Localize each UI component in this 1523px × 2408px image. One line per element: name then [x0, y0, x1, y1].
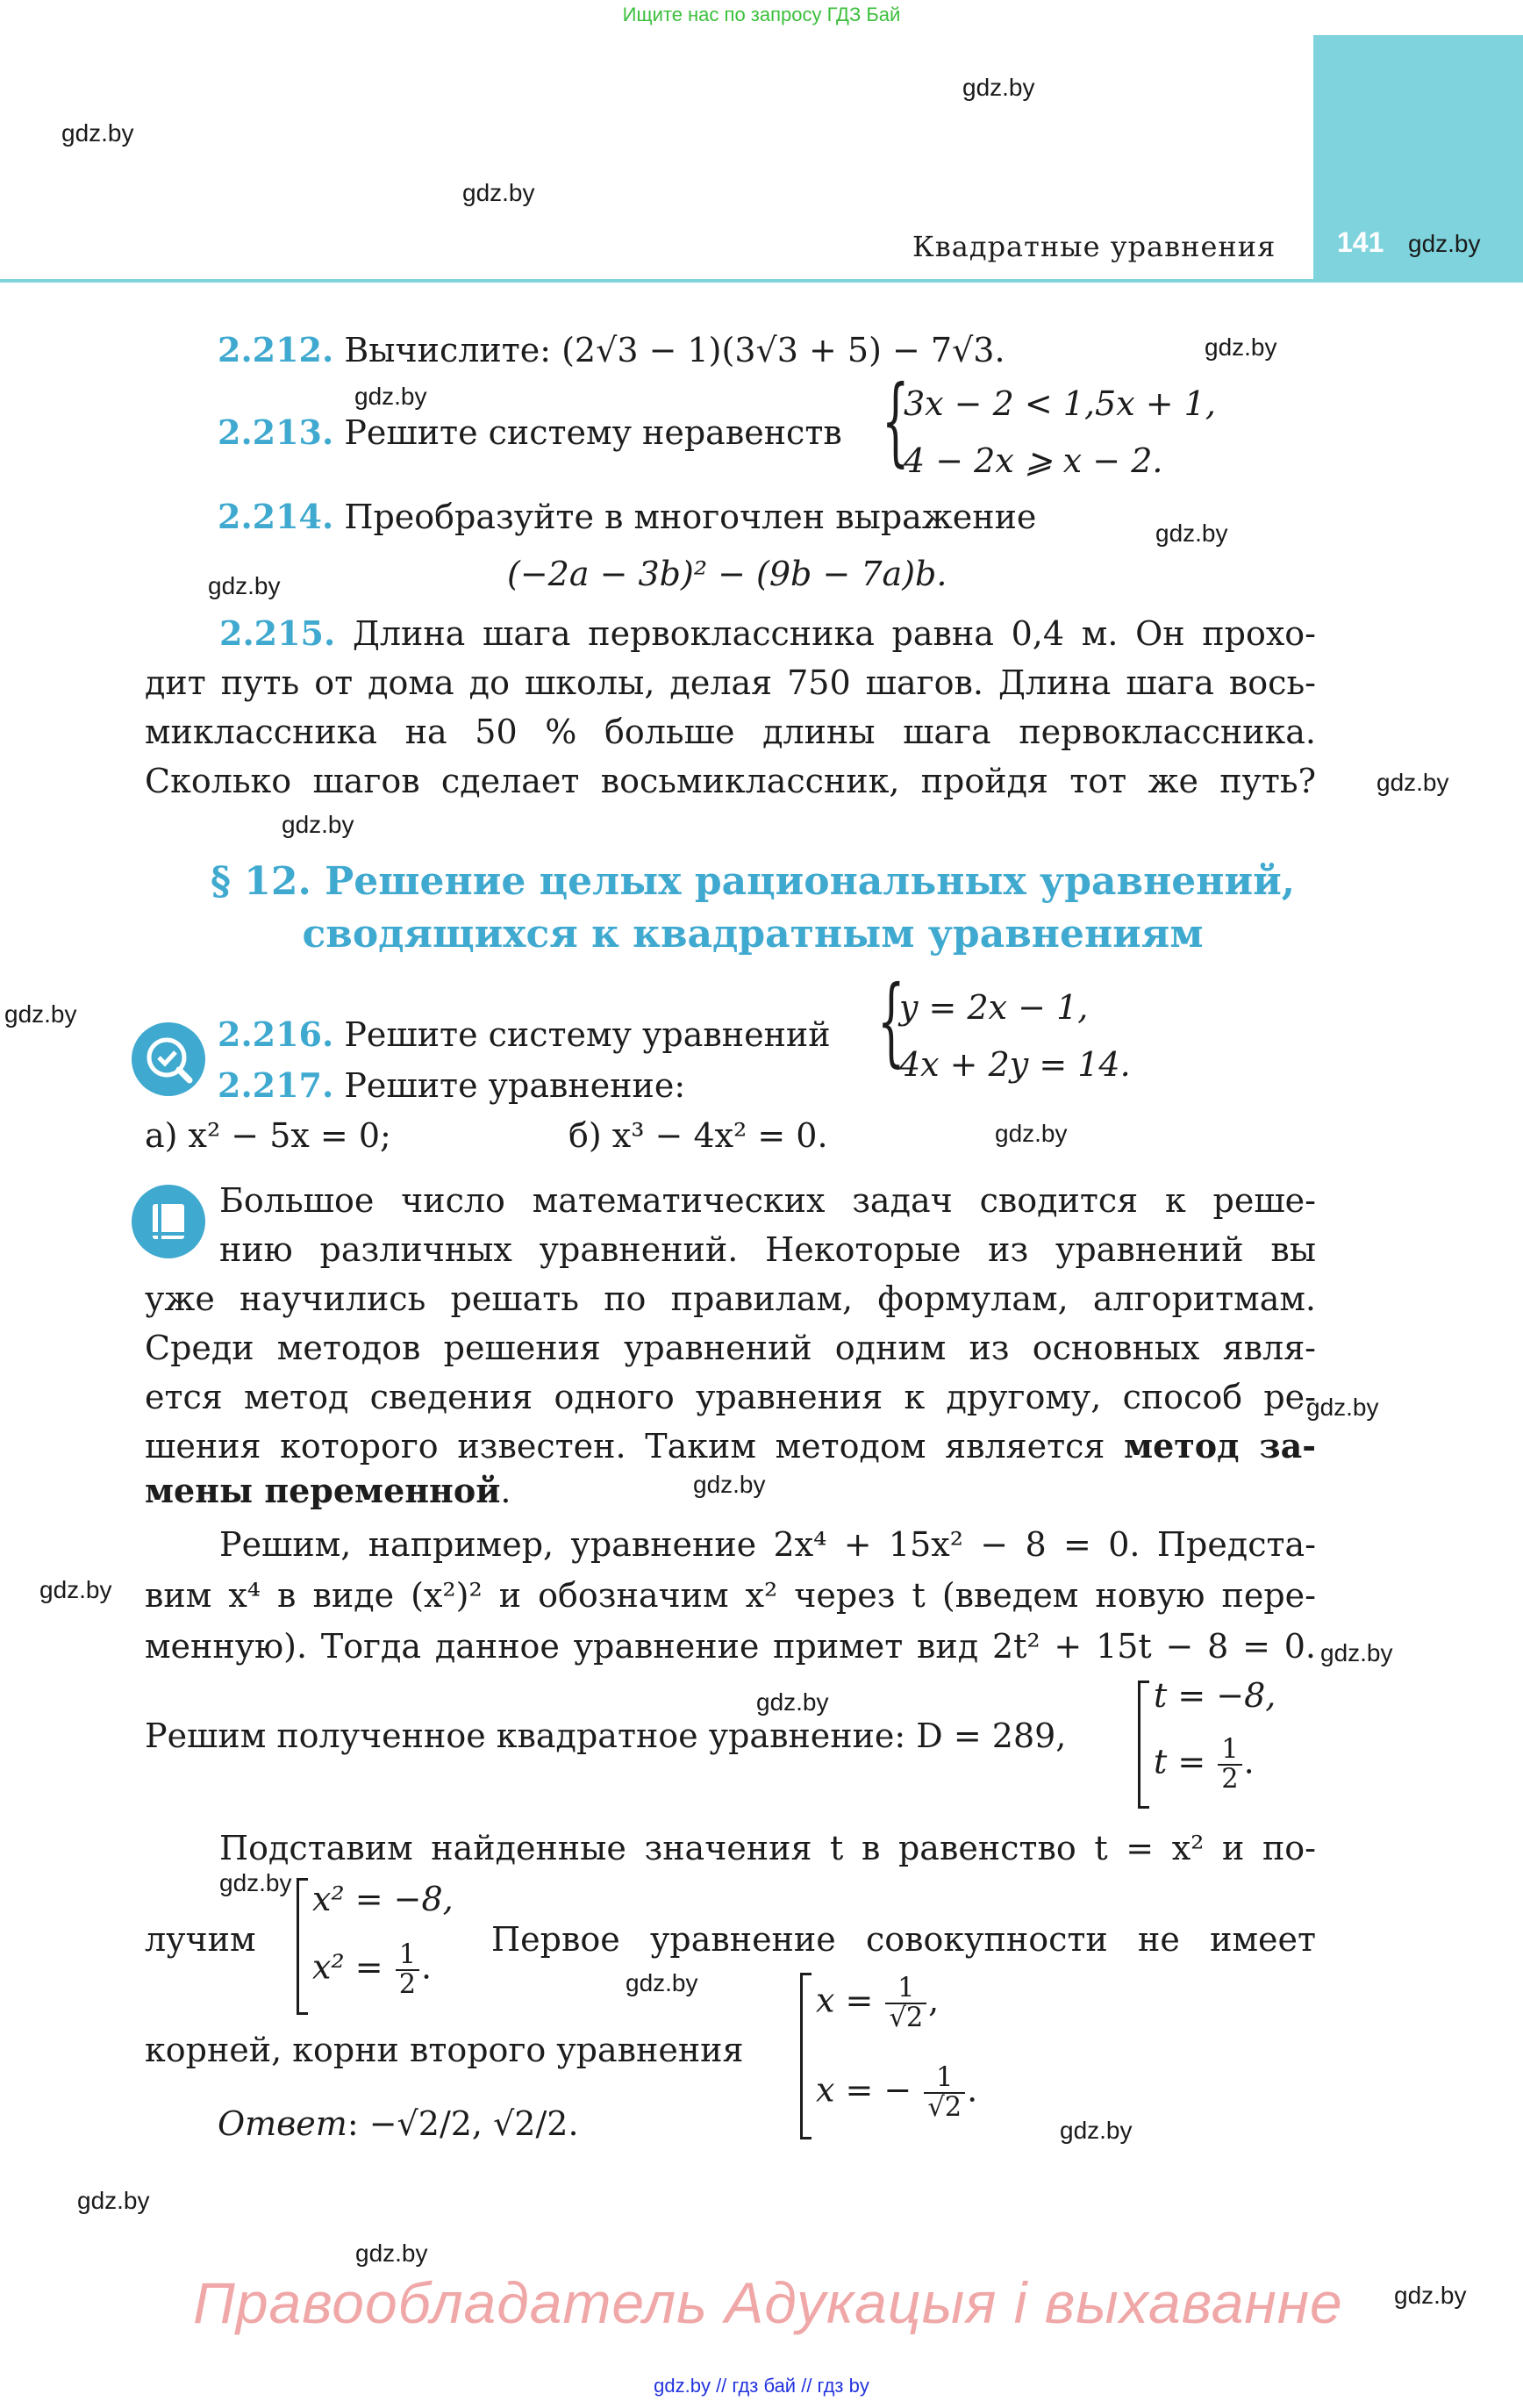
answer-label: Ответ [218, 2104, 347, 2143]
watermark: gdz.by [962, 74, 1035, 101]
watermark: gdz.by [61, 119, 134, 147]
system-brace: { [877, 964, 905, 1077]
watermark: gdz.by [1376, 769, 1449, 796]
system-line-1: 3x − 2 < 1,5x + 1, [904, 384, 1216, 423]
problem-expression: (−2a − 3b)² − (9b − 7a)b. [507, 555, 947, 593]
watermark: gdz.by [208, 572, 281, 599]
problem-number: 2.216. [218, 1014, 334, 1054]
problem-2217-b: б) x³ − 4x² = 0. [568, 1116, 828, 1155]
watermark: gdz.by [462, 179, 535, 206]
watermark: gdz.by [1155, 520, 1228, 547]
watermark: gdz.by [77, 2187, 150, 2214]
roots-bracket [800, 1973, 812, 2139]
watermark: gdz.by [1306, 1394, 1379, 1421]
root-1: x = $\frac{1}{√2}$ , [816, 1973, 940, 2033]
get-word: лучим [145, 1920, 256, 1959]
problem-expression: (2√3 − 1)(3√3 + 5) − 7√3. [561, 331, 1005, 369]
solve-quadratic-text: Решим полученное квадратное уравнение: D = 289, [145, 1716, 1067, 1755]
answer-value: : −√2/2, √2/2. [347, 2104, 579, 2143]
answer [218, 2104, 579, 2145]
watermark: gdz.by [1060, 2117, 1133, 2144]
problem-2215-line-3: миклассника на 50 % больше длины шага первоклассника. [145, 713, 1316, 751]
problem-2215-line-4: Сколько шагов сделает восьмиклассник, пройдя тот же путь? [145, 762, 1316, 800]
problem-2217 [218, 1065, 685, 1107]
top-banner: Ищите нас по запросу ГДЗ Бай [622, 4, 901, 25]
theory-line-1: Большое число математических задач сводится к реше- [219, 1181, 1316, 1220]
problem-text: Решите систему неравенств [344, 413, 842, 452]
problem-text: Решите систему уравнений [344, 1015, 831, 1054]
watermark: gdz.by [39, 1576, 112, 1603]
x-bracket [297, 1878, 308, 2015]
problem-2214 [218, 497, 1036, 538]
root-2: x = − $\frac{1}{√2}$ . [816, 2062, 978, 2123]
problem-2216 [218, 1014, 831, 1056]
problem-number: 2.214. [218, 497, 334, 536]
problem-2213 [218, 412, 842, 454]
theory-line-2: нию различных уравнений. Некоторые из уравнений вы [219, 1230, 1316, 1269]
solution-x2: x² = $\frac{1}{2}$ . [312, 1939, 433, 2000]
example-line-3: менную). Тогда данное уравнение примет вид 2t² + 15t − 8 = 0. [145, 1627, 1316, 1666]
problem-2215-line-1: 2.215. Длина шага первоклассника равна 0,4 м. Он прохо- [219, 613, 1316, 653]
watermark: gdz.by [355, 2240, 428, 2267]
system-brace: { [882, 364, 910, 477]
watermark: gdz.by [219, 1869, 292, 1896]
solution-t1: t = −8, [1154, 1676, 1276, 1715]
theory-line-5: ется метод сведения одного уравнения к другому, способ ре- [145, 1378, 1316, 1416]
page-number: 141 [1337, 226, 1384, 258]
chapter-title: Квадратные уравнения [912, 230, 1276, 263]
example-line-2: вим x⁴ в виде (x²)² и обозначим x² через t (введем новую пере- [145, 1576, 1316, 1615]
system-line-1: y = 2x − 1, [899, 988, 1089, 1027]
theory-line-6: шения которого известен. Таким методом является метод за- [145, 1426, 1316, 1466]
problem-text: Вычислите: [344, 331, 552, 369]
system-line-2: 4x + 2y = 14. [899, 1045, 1131, 1084]
theory-line-4: Среди методов решения уравнений одним из основных явля- [145, 1329, 1316, 1367]
problem-text: Преобразуйте в многочлен выражение [344, 498, 1037, 536]
problem-number: 2.213. [218, 412, 334, 452]
problem-number: 2.217. [218, 1065, 334, 1105]
problem-number: 2.212. [218, 330, 334, 369]
footer-links[interactable]: gdz.by // гдз бай // гдз by [654, 2375, 869, 2397]
solution-bracket [1138, 1681, 1149, 1809]
watermark: gdz.by [282, 811, 354, 838]
watermark: gdz.by [756, 1688, 829, 1716]
watermark: gdz.by [354, 383, 427, 410]
copyright-notice: Правообладатель Адукацыя і выхаванне [193, 2270, 1343, 2335]
theory-line-7: мены переменной. [145, 1471, 511, 1510]
watermark: gdz.by [693, 1471, 766, 1498]
solution-x1: x² = −8, [312, 1880, 454, 1918]
problem-2217-a: а) x² − 5x = 0; [145, 1116, 391, 1155]
example-line-1: Решим, например, уравнение 2x⁴ + 15x² − 8 = 0. Предста- [219, 1525, 1316, 1564]
header-rule [0, 279, 1313, 283]
first-equation-text: Первое уравнение совокупности не имеет [491, 1920, 1316, 1959]
substitution-line: Подставим найденные значения t в равенство t = x² и по- [219, 1829, 1316, 1867]
theory-line-3: уже научились решать по правилам, формулам, алгоритмам. [145, 1279, 1316, 1318]
watermark: gdz.by [1320, 1639, 1393, 1666]
watermark: gdz.by [1205, 333, 1277, 361]
solution-t2: t = $\frac{1}{2}$ . [1154, 1734, 1255, 1795]
watermark: gdz.by [1394, 2282, 1467, 2309]
problem-number: 2.215. [219, 613, 336, 653]
watermark: gdz.by [995, 1120, 1068, 1147]
watermark: gdz.by [626, 1969, 698, 1996]
section-title-line-1: § 12. Решение целых рациональных уравнений, [210, 859, 1296, 904]
section-title-line-2: сводящихся к квадратным уравнениям [302, 912, 1204, 957]
problem-2215-line-2: дит путь от дома до школы, делая 750 шагов. Длина шага вось- [145, 663, 1316, 702]
watermark: gdz.by [4, 1000, 77, 1028]
problem-text: Решите уравнение: [344, 1066, 686, 1105]
watermark: gdz.by [1408, 230, 1481, 257]
roots-text: корней, корни второго уравнения [145, 2031, 744, 2069]
self-check-icon [132, 1022, 205, 1096]
system-line-2: 4 − 2x ⩾ x − 2. [904, 441, 1163, 480]
